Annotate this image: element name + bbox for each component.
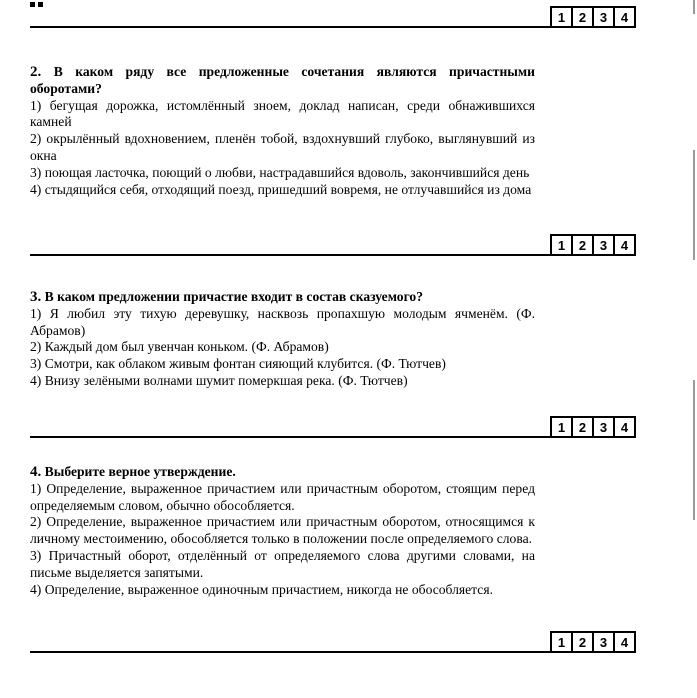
answer-boxes <box>550 631 636 653</box>
answer-boxes <box>550 6 636 28</box>
answer-box-1[interactable]: 1 <box>552 633 571 651</box>
answer-option: 4) Определение, выраженное одиночным причастием, никогда не обособляется. <box>30 581 493 597</box>
answer-option: 3) поющая ласточка, поющий о любви, настрадавшийся вдоволь, закончившийся день <box>30 164 530 180</box>
answer-box-3[interactable]: 3 <box>594 236 613 254</box>
answer-row-q1 <box>30 6 636 28</box>
answer-option: 1) Определение, выраженное причастием или причастным оборотом, стоящим перед определяемым словом, обычно обособляется. <box>30 480 535 513</box>
answer-box-3[interactable]: 3 <box>594 8 613 26</box>
answer-box-3[interactable]: 3 <box>594 633 613 651</box>
question-prompt <box>30 289 535 306</box>
answer-option: 3) Смотри, как облаком живым фонтан сияющий клубится. (Ф. Тютчев) <box>30 356 446 372</box>
answer-option: 1) Я любил эту тихую деревушку, насквозь пропахшую молодым ячменём. (Ф. Абрамов) <box>30 305 535 338</box>
answer-line <box>30 436 636 438</box>
answer-line <box>30 254 636 256</box>
answer-box-4[interactable]: 4 <box>615 633 634 651</box>
answer-line <box>30 651 636 653</box>
answer-box-2[interactable]: 2 <box>573 236 592 254</box>
answer-boxes <box>550 416 636 438</box>
question-text: В каком предложении причастие входит в состав сказуемого? <box>44 289 424 304</box>
answer-box-2[interactable]: 2 <box>573 418 592 436</box>
question-number: 4. <box>30 464 42 480</box>
answer-option: 3) Причастный оборот, отделённый от определяемого слова другими словами, на письме выделяется запятыми. <box>30 547 535 580</box>
page-edge-line <box>693 0 695 14</box>
answer-row-q3 <box>30 416 636 438</box>
question-number: 2. <box>30 64 42 80</box>
answer-option: 1) бегущая дорожка, истомлённый зноем, доклад написан, среди обнажившихся камней <box>30 97 535 130</box>
page-edge-line <box>693 150 695 260</box>
answer-option: 2) окрылённый вдохновением, пленён тобой, вздохнувший глубоко, выглянувший из окна <box>30 131 535 163</box>
answer-box-1[interactable]: 1 <box>552 236 571 254</box>
answer-box-1[interactable]: 1 <box>552 418 571 436</box>
answer-row-q2 <box>30 234 636 256</box>
question-text: В каком ряду все предложенные сочетания являются причастными оборотами? <box>30 64 535 96</box>
answer-option: 4) стыдящийся себя, отходящий поезд, пришедший вовремя, не отлучавшийся из дома <box>30 181 532 197</box>
answer-box-4[interactable]: 4 <box>615 236 634 254</box>
answer-line <box>30 26 636 28</box>
question-text: Выберите верное утверждение. <box>44 464 236 479</box>
question-prompt <box>30 64 535 98</box>
answer-option: 2) Каждый дом был увенчан коньком. (Ф. Абрамов) <box>30 339 329 355</box>
page-edge-line <box>693 380 695 520</box>
question-number: 3. <box>30 289 42 305</box>
answer-box-1[interactable]: 1 <box>552 8 571 26</box>
answer-box-4[interactable]: 4 <box>615 418 634 436</box>
answer-row-q4 <box>30 631 636 653</box>
question-3 <box>30 289 535 390</box>
answer-option: 4) Внизу зелёными волнами шумит померкшая река. (Ф. Тютчев) <box>30 372 408 388</box>
cropped-text-fragment <box>30 0 54 2</box>
answer-option: 2) Определение, выраженное причастием или причастным оборотом, относящимся к личному местоимению, обособляется только в положении после определяемого слова. <box>30 514 535 547</box>
answer-boxes <box>550 234 636 256</box>
answer-box-2[interactable]: 2 <box>573 633 592 651</box>
answer-box-4[interactable]: 4 <box>615 8 634 26</box>
question-4 <box>30 464 535 598</box>
question-prompt <box>30 464 535 481</box>
answer-box-2[interactable]: 2 <box>573 8 592 26</box>
question-2 <box>30 64 535 198</box>
answer-box-3[interactable]: 3 <box>594 418 613 436</box>
